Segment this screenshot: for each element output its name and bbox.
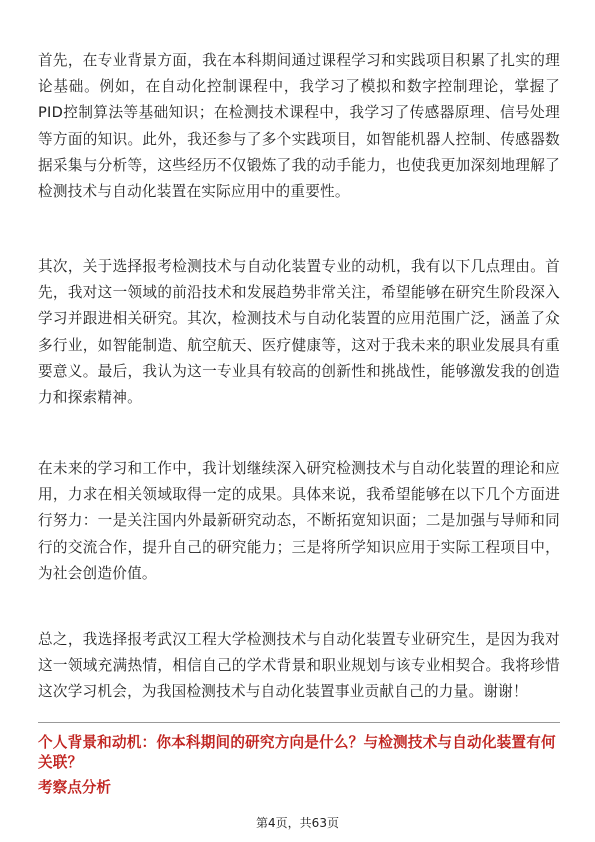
paragraph-background: 首先，在专业背景方面，我在本科期间通过课程学习和实践项目积累了扎实的理论基础。例如，在自动化控制课程中，我学习了模拟和数字控制理论，掌握了PID控制算法等基础知识；在检测技术课程中，我学习了传感器原理、信号处理等方面的知识。此外，我还参与了多个实践项目，如智能机器人控制、传感器数据采集与分析等，这些经历不仅锻炼了我的动手能力，也使我更加深刻地理解了检测技术与自动化装置在实际应用中的重要性。 (38, 52, 560, 201)
page-footer: 第4页，共63页 (256, 816, 339, 830)
section-divider (38, 722, 560, 723)
paragraph-conclusion: 总之，我选择报考武汉工程大学检测技术与自动化装置专业研究生，是因为我对这一领域充满热情，相信自己的学术背景和职业规划与该专业相契合。我将珍惜这次学习机会，为我国检测技术与自动化装置事业贡献自己的力量。谢谢！ (38, 631, 560, 701)
interview-question: 个人背景和动机：你本科期间的研究方向是什么？与检测技术与自动化装置有何关联？ (38, 734, 556, 771)
paragraph-motivation: 其次，关于选择报考检测技术与自动化装置专业的动机，我有以下几点理由。首先，我对这一领域的前沿技术和发展趋势非常关注，希望能够在研究生阶段深入学习并跟进相关研究。其次，检测技术与自动化装置的应用范围广泛，涵盖了众多行业，如智能制造、航空航天、医疗健康等，这对于我未来的职业发展具有重要意义。最后，我认为这一专业具有较高的创新性和挑战性，能够激发我的创造力和探索精神。 (38, 258, 560, 407)
analysis-heading: 考察点分析 (38, 779, 111, 796)
paragraph-future-plan: 在未来的学习和工作中，我计划继续深入研究检测技术与自动化装置的理论和应用，力求在相关领域取得一定的成果。具体来说，我希望能够在以下几个方面进行努力：一是关注国内外最新研究动态，不断拓宽知识面；二是加强与导师和同行的交流合作，提升自己的研究能力；三是将所学知识应用于实际工程项目中，为社会创造价值。 (38, 460, 560, 582)
